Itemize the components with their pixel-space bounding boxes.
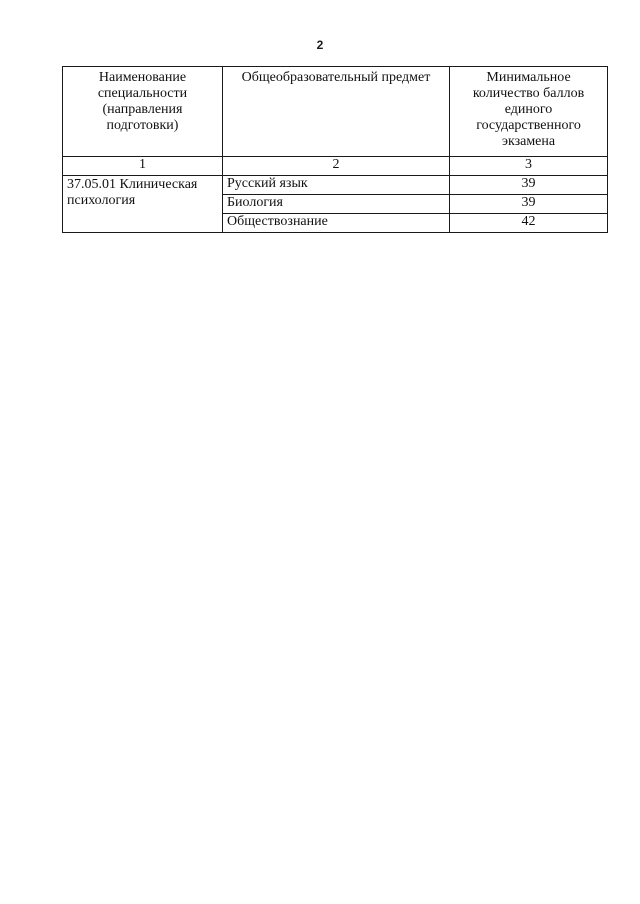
- page-number: 2: [316, 38, 324, 52]
- header-subject: Общеобразовательный предмет: [222, 67, 449, 157]
- header-specialty: Наименование специальности (направления подготовки): [63, 67, 223, 157]
- column-number-3: 3: [450, 157, 608, 176]
- column-number-1: 1: [63, 157, 223, 176]
- min-scores-table: [62, 66, 608, 233]
- table-row: [63, 176, 608, 195]
- column-numbers-row: [63, 157, 608, 176]
- subject-cell: Обществознание: [222, 214, 449, 233]
- score-cell: 42: [450, 214, 608, 233]
- table-header-row: [63, 67, 608, 157]
- column-number-2: 2: [222, 157, 449, 176]
- subject-cell: Биология: [222, 195, 449, 214]
- score-cell: 39: [450, 195, 608, 214]
- specialty-cell: 37.05.01 Клиническая психология: [63, 176, 223, 233]
- subject-cell: Русский язык: [222, 176, 449, 195]
- score-cell: 39: [450, 176, 608, 195]
- header-min-score: Минимальное количество баллов единого государственного экзамена: [450, 67, 608, 157]
